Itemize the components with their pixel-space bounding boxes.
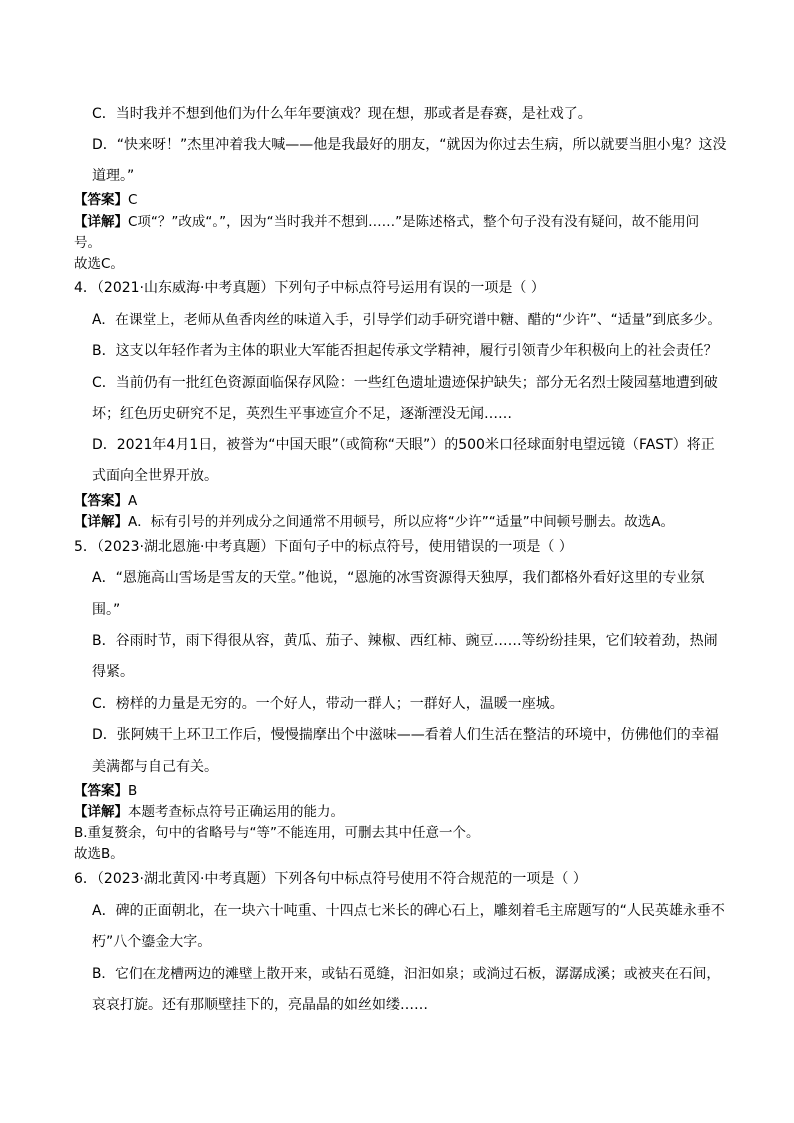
detail-tag: 【详解】 [74, 804, 128, 820]
q6-option-a-line2: 朽”八个鎏金大字。 [92, 934, 212, 950]
detail-tag: 【详解】 [74, 514, 128, 530]
q5-option-b-line1: B．谷雨时节，雨下得很从容，黄瓜、茄子、辣椒、西红柿、豌豆……等纷纷挂果，它们较着劲，热闹 [92, 633, 718, 649]
q3-option-d-line2: 道理。” [92, 168, 135, 184]
answer-tag: 【答案】 [74, 783, 128, 799]
q3-option-d-line1: D．“快来呀！”杰里冲着我大喊——他是我最好的朋友，“就因为你过去生病，所以就要当胆小鬼？这没 [92, 137, 727, 153]
answer-tag: 【答案】 [74, 493, 128, 509]
answer-value: C [128, 192, 138, 208]
q5-option-a-line1: A．“恩施高山雪场是雪友的天堂。”他说，“恩施的冰雪资源得天独厚，我们都格外看好这里的专业氛 [92, 570, 705, 586]
answer-value: B [128, 783, 138, 799]
q6-option-a-line1: A．碑的正面朝北，在一块六十吨重、十四点七米长的碑心石上，雕刻着毛主席题写的“人民英雄永垂不 [92, 903, 725, 919]
q6-option-b-line1: B．它们在龙槽两边的滩壁上散开来，或钻石觅缝，汩汩如泉；或淌过石板，潺潺成溪；或被夹在石间， [92, 966, 721, 982]
q4-option-c-line1: C．当前仍有一批红色资源面临保存风险：一些红色遗址遗迹保护缺失；部分无名烈士陵园墓地遭到破 [92, 375, 718, 391]
detail-tag: 【详解】 [74, 214, 128, 230]
q5-option-a-line2: 围。” [92, 602, 121, 618]
answer-tag: 【答案】 [74, 192, 128, 208]
q4-option-a: A．在课堂上，老师从鱼香肉丝的味道入手，引导学们动手研究谱中糖、醋的“少许”、“适量”到底多少。 [92, 312, 722, 328]
q3-answer [74, 190, 137, 210]
q5-stem: 5．（2023·湖北恩施·中考真题）下面句子中的标点符号，使用错误的一项是（ ） [74, 539, 573, 555]
q5-detail-line1 [74, 802, 344, 822]
q4-option-b: B．这支以年轻作者为主体的职业大军能否担起传承文学精神，履行引领青少年积极向上的社会责任？ [92, 343, 718, 359]
q4-option-c-line2: 坏；红色历史研究不足，英烈生平事迹宣介不足，逐渐湮没无闻…… [92, 406, 512, 422]
q5-option-d-line1: D．张阿姨干上环卫工作后，慢慢揣摩出个中滋味——看着人们生活在整洁的环境中，仿佛他们的幸福 [92, 727, 719, 743]
q3-option-c: C．当时我并不想到他们为什么年年要演戏？现在想，那或者是春赛，是社戏了。 [92, 106, 592, 122]
q3-detail-line1 [74, 212, 699, 232]
q6-stem: 6．（2023·湖北黄冈·中考真题）下列各句中标点符号使用不符合规范的一项是（ ） [74, 871, 587, 887]
detail-text: A．标有引号的并列成分之间通常不用顿号，所以应将“少许”“适量”中间顿号删去。故选A。 [128, 514, 674, 530]
q4-detail-line1 [74, 512, 674, 532]
q3-conclusion: 故选C。 [74, 256, 124, 272]
q5-option-c: C．榜样的力量是无穷的。一个好人，带动一群人；一群好人，温暖一座城。 [92, 696, 564, 712]
q5-option-b-line2: 得紧。 [92, 664, 134, 680]
detail-text: 本题考查标点符号正确运用的能力。 [128, 804, 344, 820]
q5-option-d-line2: 美满都与自己有关。 [92, 759, 218, 775]
q4-option-d-line2: 式面向全世界开放。 [92, 468, 218, 484]
q6-option-b-line2: 哀哀打旋。还有那顺壁挂下的，亮晶晶的如丝如缕…… [92, 997, 428, 1013]
answer-value: A [128, 493, 138, 509]
q5-detail-line2: B.重复赘余，句中的省略号与“等”不能连用，可删去其中任意一个。 [74, 825, 480, 841]
q4-stem: 4．（2021·山东威海·中考真题）下列句子中标点符号运用有误的一项是（ ） [74, 280, 545, 296]
q5-conclusion: 故选B。 [74, 846, 124, 862]
q3-detail-line2: 号。 [74, 235, 101, 251]
detail-text: C项“？”改成“。”，因为“当时我并不想到……”是陈述格式，整个句子没有没有疑问，故不能用问 [128, 214, 700, 230]
q4-option-d-line1: D．2021年4月1日，被誉为“中国天眼”（或简称“天眼”）的500米口径球面射电望远镜（FAST）将正 [92, 437, 715, 453]
q5-answer [74, 781, 137, 801]
q4-answer [74, 491, 137, 511]
